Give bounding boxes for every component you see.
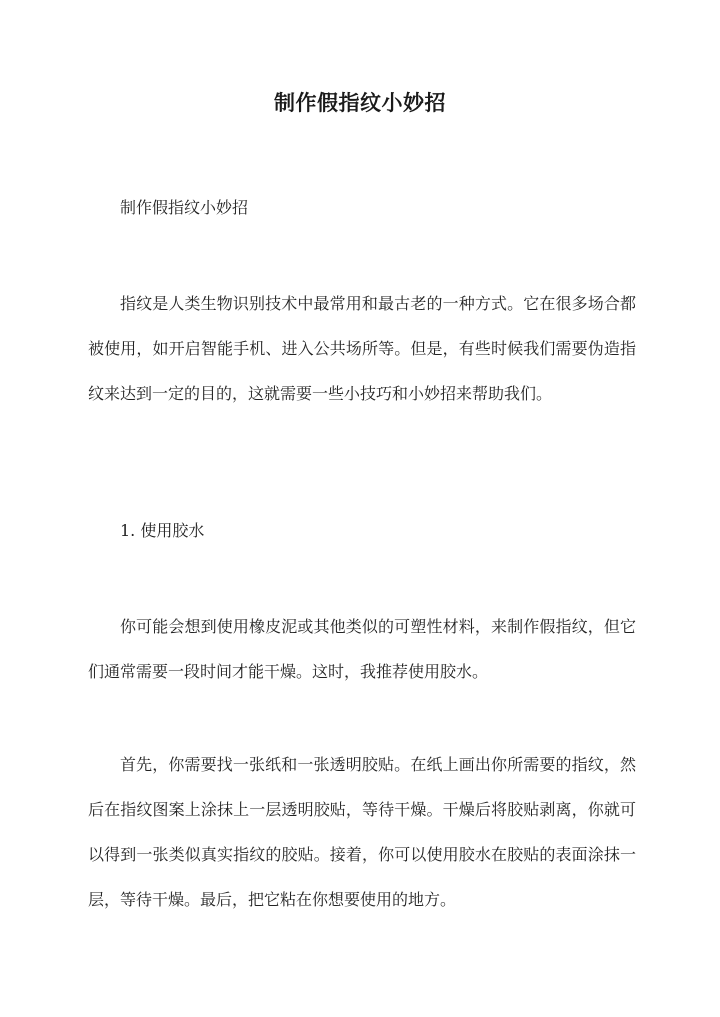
section-heading-glue: 1. 使用胶水 <box>120 521 205 540</box>
glue-paragraph-1: 你可能会想到使用橡皮泥或其他类似的可塑性材料，来制作假指纹，但它们通常需要一段时间才能干燥。这时，我推荐使用胶水。 <box>88 617 636 681</box>
document-title: 制作假指纹小妙招 <box>274 90 446 115</box>
intro-paragraph: 指纹是人类生物识别技术中最常用和最古老的一种方式。它在很多场合都被使用，如开启智能手机、进入公共场所等。但是，有些时候我们需要伪造指纹来达到一定的目的，这就需要一些小技巧和小妙招来帮助我们。 <box>88 294 636 403</box>
glue-paragraph-2: 首先，你需要找一张纸和一张透明胶贴。在纸上画出你所需要的指纹，然后在指纹图案上涂抹上一层透明胶贴，等待干燥。干燥后将胶贴剥离，你就可以得到一张类似真实指纹的胶贴。接着，你可以使用胶水在胶贴的表面涂抹一层，等待干燥。最后，把它粘在你想要使用的地方。 <box>88 755 636 909</box>
document-subtitle: 制作假指纹小妙招 <box>120 198 249 217</box>
